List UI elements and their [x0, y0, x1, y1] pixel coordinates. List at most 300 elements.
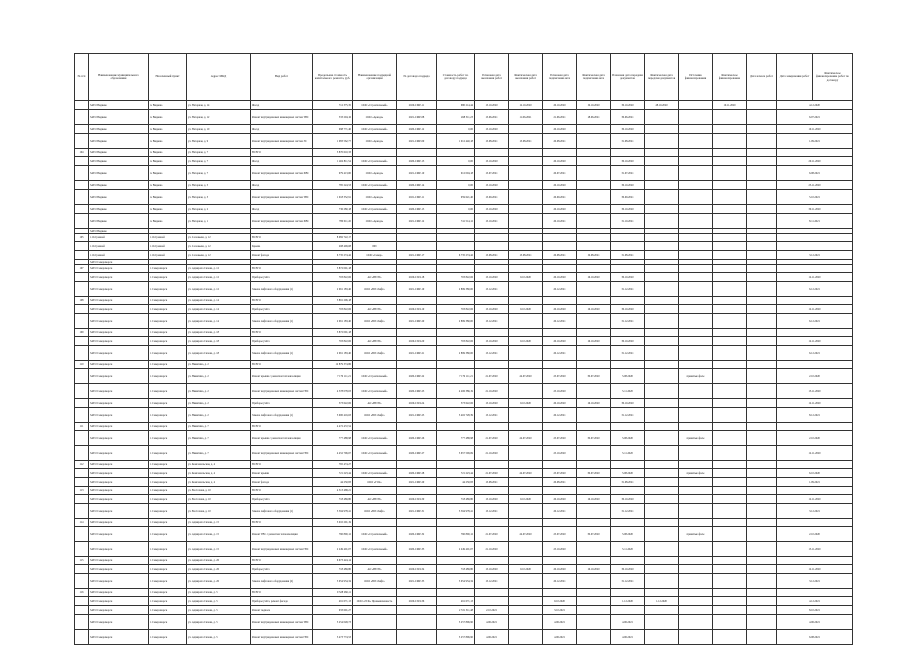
table-row: [75, 630, 853, 645]
cell-val: [437, 519, 475, 527]
cell-n: 105: [75, 234, 89, 242]
cell-work: Ремонт крыши: [251, 469, 313, 478]
cell-sum: 12 879 374,86: [313, 361, 353, 369]
cell-n: [75, 282, 89, 297]
cell-sum: 777 488,98: [313, 431, 353, 446]
cell-d7: [679, 630, 713, 645]
cell-d1: 15.12.2021: [475, 346, 509, 361]
cell-org: ООО «ЮГ-Лифт»: [353, 282, 397, 297]
cell-dog: [397, 265, 437, 273]
cell-d4: 30.07.2020: [577, 431, 611, 446]
cell-dog: 2020-СМР-11: [397, 101, 437, 110]
cell-d3: 20.12.2021: [543, 504, 577, 519]
cell-d8: [713, 346, 747, 361]
cell-d2: [509, 346, 543, 361]
cell-d7: [679, 337, 713, 346]
cell-np: п. Видяево: [149, 134, 187, 149]
cell-d6: [645, 361, 679, 369]
cell-d5: 5.08.2020: [611, 431, 645, 446]
cell-d5: 30.10.2020: [611, 181, 645, 190]
cell-mo: ЗАТО Североморск: [89, 461, 149, 469]
cell-org: ООО «Север»: [353, 251, 397, 260]
cell-d1: [475, 361, 509, 369]
cell-d10: 3.12.2021: [777, 251, 853, 260]
cell-d8: [713, 329, 747, 337]
cell-d2: 11.06.2021: [509, 110, 543, 125]
cell-n: 115: [75, 557, 89, 565]
cell-np: г. Североморск: [149, 399, 187, 408]
cell-d6: [645, 574, 679, 589]
cell-d4: [577, 408, 611, 423]
cell-d6: [645, 337, 679, 346]
cell-d4: [577, 597, 611, 606]
cell-d9: [747, 557, 777, 565]
cell-org: ООО «Строительный»: [353, 384, 397, 399]
cell-work: Замена лифтового оборудования (1): [251, 346, 313, 361]
cell-addr: ул. Адмирала Сизова, д. 12: [187, 265, 251, 273]
cell-d5: 5.11.2020: [611, 542, 645, 557]
cell-sum: 765 474,27: [313, 461, 353, 469]
cell-d3: [543, 265, 577, 273]
cell-d4: [577, 519, 611, 527]
cell-dog: 2020-СПЛ-36: [397, 597, 437, 606]
total-row: [75, 589, 853, 597]
cell-d9: [747, 630, 777, 645]
cell-d8: [713, 423, 747, 431]
cell-mo: г. Островной: [89, 234, 149, 242]
cell-d3: 21.06.2021: [543, 110, 577, 125]
cell-org: АО «ВЕЛТ»: [353, 495, 397, 504]
cell-d5: 5.08.2020: [611, 469, 645, 478]
cell-d3: 20.12.2021: [543, 282, 577, 297]
cell-d9: [747, 431, 777, 446]
cell-dog: 2021-СМР-31: [397, 504, 437, 519]
cell-d1: 15.09.2021: [475, 190, 509, 205]
cell-n: [75, 314, 89, 329]
cell-work: Приборы учёта: [251, 565, 313, 574]
cell-d9: [747, 214, 777, 229]
cell-org: ООО «Строительный»: [353, 125, 397, 134]
cell-d8: [713, 384, 747, 399]
cell-d8: [713, 181, 747, 190]
cell-d3: 20.10.2020: [543, 157, 577, 166]
cell-work: Ремонт внутридомовых инженерных систем ЭС: [251, 134, 313, 149]
cell-np: г. Североморск: [149, 615, 187, 630]
cell-val: 741 514,12: [437, 214, 475, 229]
cell-d3: 9.10.2020: [543, 597, 577, 606]
total-row: [75, 234, 853, 242]
register-table: [74, 53, 849, 645]
cell-d8: [713, 469, 747, 478]
cell-n: [75, 305, 89, 314]
cell-org: АО «ВЕЛТ»: [353, 305, 397, 314]
cell-d5: 4.06.2021: [611, 630, 645, 645]
cell-dog: [397, 329, 437, 337]
cell-np: г. Североморск: [149, 461, 187, 469]
cell-d1: 2.10.2021: [475, 606, 509, 615]
cell-d4: 30.07.2020: [577, 369, 611, 384]
cell-d5: 31.07.2021: [611, 166, 645, 181]
cell-work: Ремонт подвала: [251, 606, 313, 615]
cell-addr: ул. Адмирала Сизова, д. 15: [187, 527, 251, 542]
cell-val: 1 012 440,18: [437, 134, 475, 149]
cell-work: Замена лифтового оборудования (1): [251, 408, 313, 423]
cell-d5: 30.10.2020: [611, 495, 645, 504]
cell-work: Приборы учёта, ремонт фасада: [251, 597, 313, 606]
cell-addr: ул. Нагорная, д. 14: [187, 101, 251, 110]
cell-d8: [713, 504, 747, 519]
cell-dog: 2020-СМР-26: [397, 431, 437, 446]
cell-d5: 31.08.2021: [611, 478, 645, 487]
cell-sum: 703 822,06: [313, 337, 353, 346]
column-header: Фактическое финансирование работ по договору: [813, 54, 853, 101]
cell-d2: [509, 125, 543, 134]
cell-d1: [475, 557, 509, 565]
column-header: Предельная стоимость капитального ремонта, руб.: [313, 54, 353, 101]
cell-d7: [679, 265, 713, 273]
cell-d9: [747, 399, 777, 408]
cell-d1: 15.10.2020: [475, 181, 509, 190]
cell-d2: [509, 615, 543, 630]
cell-d3: 20.10.2020: [543, 399, 577, 408]
cell-np: п. Видяево: [149, 125, 187, 134]
cell-d6: [645, 329, 679, 337]
cell-sum: 780 011,45: [313, 214, 353, 229]
cell-d9: [747, 242, 777, 251]
cell-mo: г. Островной: [89, 242, 149, 251]
cell-d7: принятые фасы: [679, 469, 713, 478]
cell-d10: [777, 557, 853, 565]
cell-d2: [509, 361, 543, 369]
cell-d10: 12.11.2020: [777, 565, 853, 574]
cell-d9: [747, 565, 777, 574]
cell-sum: 785 224,53: [313, 181, 353, 190]
cell-work: Ремонт крыши с ремонтом теплоизоляции: [251, 431, 313, 446]
cell-mo: ЗАТО Североморск: [89, 346, 149, 361]
cell-val: 0,00: [437, 125, 475, 134]
cell-d4: [577, 478, 611, 487]
cell-d2: [509, 214, 543, 229]
cell-d1: 15.10.2020: [475, 495, 509, 504]
cell-d1: [475, 487, 509, 495]
cell-work: Ремонт внутридомовых инженерных систем ТВС: [251, 615, 313, 630]
cell-np: п. Видяево: [149, 166, 187, 181]
cell-work: Ремонт внутридомовых инженерных систем ГВС: [251, 446, 313, 461]
table-row: [75, 574, 853, 589]
cell-d9: [747, 504, 777, 519]
cell-d2: [509, 384, 543, 399]
cell-addr: ул. Никитина, д. 7: [187, 446, 251, 461]
cell-d8: [713, 337, 747, 346]
cell-d5: [611, 589, 645, 597]
cell-d1: [475, 589, 509, 597]
table-row: [75, 282, 853, 297]
cell-dog: 2021-СМР-20: [397, 314, 437, 329]
cell-d2: [509, 190, 543, 205]
cell-d6: [645, 181, 679, 190]
cell-n: [75, 384, 89, 399]
cell-d1: 21.10.2020: [475, 542, 509, 557]
cell-val: [437, 329, 475, 337]
cell-d3: [543, 423, 577, 431]
cell-addr: ул. Никитина, д. 2: [187, 361, 251, 369]
cell-d5: 30.10.2020: [611, 565, 645, 574]
cell-org: ООО «Аркада»: [353, 166, 397, 181]
cell-d8: [713, 282, 747, 297]
cell-sum: 3 594 978,41: [313, 504, 353, 519]
cell-d2: [509, 149, 543, 157]
cell-dog: 2020-СМР-15: [397, 205, 437, 214]
cell-d7: [679, 504, 713, 519]
cell-dog: 2021-СМР-10: [397, 166, 437, 181]
cell-d8: [713, 487, 747, 495]
cell-org: ООО «ЮГ-Лифт»: [353, 408, 397, 423]
cell-dog: 2020-СМР-32: [397, 527, 437, 542]
cell-val: 3 257 896,90: [437, 615, 475, 630]
cell-np: п. Видяево: [149, 157, 187, 166]
column-header: Плановая дата подписания акта: [543, 54, 577, 101]
cell-d4: 16.10.2020: [577, 495, 611, 504]
cell-dog: [397, 487, 437, 495]
cell-d9: [747, 149, 777, 157]
cell-d5: 30.10.2020: [611, 273, 645, 282]
cell-sum: 8 082 722,17: [313, 234, 353, 242]
cell-d10: [777, 265, 853, 273]
cell-sum: 7 179 111,21: [313, 369, 353, 384]
cell-d7: [679, 110, 713, 125]
cell-mo: ЗАТО Североморск: [89, 337, 149, 346]
cell-addr: ул. Никитина, д. 7: [187, 423, 251, 431]
cell-dog: 2021-СМР-09: [397, 134, 437, 149]
cell-org: ООО «Аркада»: [353, 190, 397, 205]
cell-np: г. Североморск: [149, 361, 187, 369]
cell-d4: 30.07.2020: [577, 527, 611, 542]
cell-n: [75, 504, 89, 519]
cell-n: 114: [75, 519, 89, 527]
cell-d1: 15.10.2020: [475, 399, 509, 408]
cell-sum: 979 413,60: [313, 166, 353, 181]
cell-mo: ЗАТО Североморск: [89, 478, 149, 487]
cell-d8: [713, 369, 747, 384]
cell-np: г. Североморск: [149, 337, 187, 346]
cell-dog: [397, 234, 437, 242]
cell-d4: 16.10.2020: [577, 305, 611, 314]
cell-d9: [747, 101, 777, 110]
cell-d2: [509, 297, 543, 305]
cell-d10: [777, 461, 853, 469]
cell-d1: [475, 242, 509, 251]
cell-d5: 30.10.2020: [611, 157, 645, 166]
cell-work: ВСЕГО: [251, 297, 313, 305]
cell-val: 2 899 380,00: [437, 346, 475, 361]
cell-d7: [679, 478, 713, 487]
cell-sum: 9 328 266,11: [313, 589, 353, 597]
cell-np: г. Североморск: [149, 527, 187, 542]
cell-mo: ЗАТО Североморск: [89, 527, 149, 542]
cell-mo: ЗАТО Видяево: [89, 190, 149, 205]
cell-d2: [509, 282, 543, 297]
cell-np: г. Североморск: [149, 369, 187, 384]
table-row: [75, 384, 853, 399]
cell-d10: 15.11.2020: [777, 542, 853, 557]
cell-sum: 703 822,06: [313, 305, 353, 314]
cell-org: [353, 297, 397, 305]
cell-dog: [397, 361, 437, 369]
table-row: [75, 504, 853, 519]
cell-dog: 2021-СМР-17: [397, 251, 437, 260]
cell-d6: [645, 190, 679, 205]
cell-d5: 30.10.2020: [611, 205, 645, 214]
cell-d4: 19.10.2020: [577, 101, 611, 110]
column-header: Фактическая дата окончания работ: [509, 54, 543, 101]
cell-d7: [679, 242, 713, 251]
cell-d10: 30.11.2020: [777, 205, 853, 214]
cell-d3: 20.08.2021: [543, 478, 577, 487]
cell-np: г. Североморск: [149, 408, 187, 423]
table-row: [75, 314, 853, 329]
cell-dog: 2020-СПЛ-18: [397, 273, 437, 282]
column-header: Наименование муниципального образования: [89, 54, 149, 101]
cell-org: [353, 461, 397, 469]
cell-n: [75, 630, 89, 645]
cell-d2: [509, 205, 543, 214]
cell-val: 2 899 380,00: [437, 314, 475, 329]
cell-d10: [777, 242, 853, 251]
cell-d4: [577, 181, 611, 190]
cell-mo: ЗАТО Североморск: [89, 329, 149, 337]
cell-addr: ул. Адмирала Сизова, д. 5: [187, 615, 251, 630]
cell-d8: 10.11.2020: [713, 101, 747, 110]
cell-d9: [747, 615, 777, 630]
cell-np: г. Североморск: [149, 504, 187, 519]
cell-d4: [577, 205, 611, 214]
cell-d10: 1.09.2021: [777, 134, 853, 149]
cell-d4: [577, 190, 611, 205]
cell-d8: [713, 542, 747, 557]
cell-d1: 15.12.2021: [475, 504, 509, 519]
cell-d2: 9.10.2020: [509, 565, 543, 574]
cell-d7: [679, 597, 713, 606]
cell-d7: принятые фасы: [679, 431, 713, 446]
total-row: [75, 461, 853, 469]
table-row: [75, 431, 853, 446]
cell-d2: 9.10.2020: [509, 273, 543, 282]
cell-d4: [577, 446, 611, 461]
cell-org: ООО «ЮГ-Лифт»: [353, 346, 397, 361]
cell-d4: [577, 234, 611, 242]
cell-d5: 31.12.2021: [611, 408, 645, 423]
cell-d3: 20.10.2020: [543, 273, 577, 282]
cell-d6: [645, 431, 679, 446]
cell-np: г. Североморск: [149, 282, 187, 297]
cell-d9: [747, 251, 777, 260]
cell-val: 760 890,12: [437, 527, 475, 542]
cell-dog: [397, 606, 437, 615]
cell-np: г. Североморск: [149, 487, 187, 495]
table-row: [75, 597, 853, 606]
cell-addr: ул. Адмирала Сизова, д. 5: [187, 589, 251, 597]
cell-org: [353, 519, 397, 527]
cell-dog: 2020-СМР-27: [397, 446, 437, 461]
cell-org: [353, 423, 397, 431]
cell-d6: [645, 469, 679, 478]
cell-work: Фасад: [251, 101, 313, 110]
cell-d7: [679, 149, 713, 157]
cell-work: Фасад: [251, 157, 313, 166]
cell-d4: 16.10.2020: [577, 273, 611, 282]
cell-d1: 15.10.2021: [475, 214, 509, 229]
total-row: [75, 423, 853, 431]
cell-d6: [645, 461, 679, 469]
cell-d4: [577, 557, 611, 565]
cell-np: г. Североморск: [149, 469, 187, 478]
cell-d10: 6.08.2021: [777, 166, 853, 181]
cell-d10: [777, 487, 853, 495]
cell-d9: [747, 305, 777, 314]
table-row: [75, 190, 853, 205]
cell-d1: 15.10.2020: [475, 273, 509, 282]
cell-d5: 31.10.2021: [611, 214, 645, 229]
cell-n: [75, 542, 89, 557]
cell-addr: ул. Адмирала Сизова, д. 15: [187, 519, 251, 527]
cell-d2: 9.10.2020: [509, 399, 543, 408]
cell-d4: [577, 314, 611, 329]
cell-d2: 24.07.2020: [509, 431, 543, 446]
cell-val: [437, 297, 475, 305]
cell-val: 703 822,06: [437, 273, 475, 282]
cell-d5: [611, 149, 645, 157]
cell-dog: 2021-СМР-35: [397, 574, 437, 589]
cell-d9: [747, 125, 777, 134]
cell-d10: [777, 297, 853, 305]
cell-d8: [713, 214, 747, 229]
cell-d1: [475, 149, 509, 157]
cell-work: Приборы учёта: [251, 337, 313, 346]
cell-dog: 2020-СПЛ-20: [397, 337, 437, 346]
cell-work: ВСЕГО: [251, 234, 313, 242]
table-row: [75, 214, 853, 229]
cell-org: ООО «Аркада»: [353, 134, 397, 149]
cell-n: 109: [75, 329, 89, 337]
cell-d8: [713, 431, 747, 446]
cell-mo: ЗАТО Североморск: [89, 361, 149, 369]
cell-sum: 4 472 472,54: [313, 423, 353, 431]
cell-d4: [577, 265, 611, 273]
cell-d3: 20.12.2021: [543, 346, 577, 361]
cell-d3: 20.08.2021: [543, 134, 577, 149]
cell-sum: 6 735 274,42: [313, 251, 353, 260]
cell-org: [353, 487, 397, 495]
cell-d1: 4.06.2021: [475, 615, 509, 630]
cell-d6: [645, 346, 679, 361]
cell-work: Ремонт ГВС с ремонтом теплоизоляции: [251, 527, 313, 542]
cell-mo: ЗАТО Североморск: [89, 446, 149, 461]
cell-d2: [509, 597, 543, 606]
cell-addr: ул. Адмирала Сизова, д. 5: [187, 606, 251, 615]
cell-d3: 3.10.2021: [543, 606, 577, 615]
cell-d2: 9.10.2020: [509, 305, 543, 314]
column-header: № договора подряда: [397, 54, 437, 101]
cell-d9: [747, 190, 777, 205]
cell-d10: 2.10.2020: [777, 431, 853, 446]
cell-d1: 21.10.2020: [475, 446, 509, 461]
cell-d1: [475, 597, 509, 606]
cell-org: ООО «ГСК» Промышленность: [353, 597, 397, 606]
cell-d8: [713, 273, 747, 282]
cell-np: г. Североморск: [149, 305, 187, 314]
cell-d9: [747, 589, 777, 597]
cell-d5: [611, 519, 645, 527]
